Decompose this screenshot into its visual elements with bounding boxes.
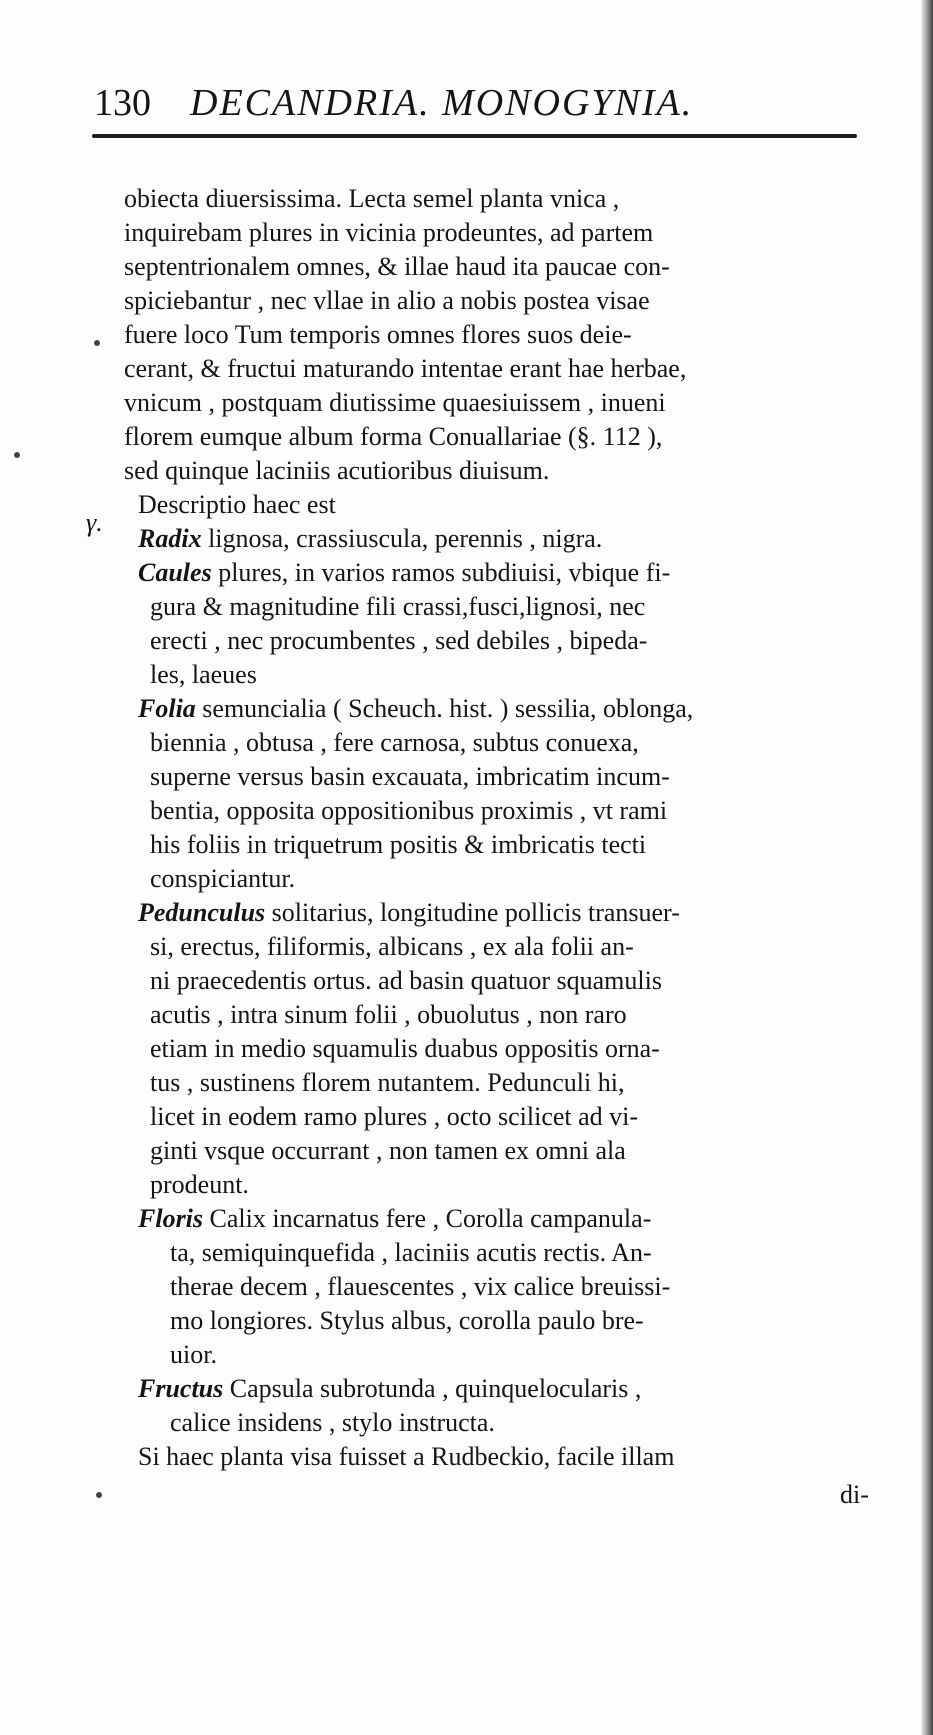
closing-line: Si haec planta visa fuisset a Rudbeckio, facile illam	[138, 1442, 675, 1471]
text-line: lignosa, crassiuscula, perennis , nigra.	[208, 524, 603, 553]
text-line: calice insidens , stylo instructa.	[170, 1408, 495, 1437]
text-line: prodeunt.	[150, 1170, 249, 1199]
text-line: mo longiores. Stylus albus, corolla paulo bre-	[170, 1306, 644, 1335]
text-line: inquirebam plures in vicinia prodeuntes, ad partem	[124, 218, 654, 247]
text-line: ni praecedentis ortus. ad basin quatuor squamulis	[150, 966, 662, 995]
text-line: therae decem , flauescentes , vix calice breuissi-	[170, 1272, 671, 1301]
entry-term: Pedunculus	[138, 898, 266, 927]
description-heading: Descriptio haec est	[138, 490, 336, 519]
entry-term: Folia	[138, 694, 196, 723]
text-line: his foliis in triquetrum positis & imbricatis tecti	[150, 830, 647, 859]
text-line: sed quinque laciniis acutioribus diuisum.	[124, 456, 550, 485]
text-line: superne versus basin excauata, imbricatim incum-	[150, 762, 670, 791]
entry-floris	[124, 1202, 884, 1372]
entry-term: Radix	[138, 524, 202, 553]
text-line: erecti , nec procumbentes , sed debiles , bipeda-	[150, 626, 648, 655]
text-line: fuere loco Tum temporis omnes flores suos deie-	[124, 320, 632, 349]
entry-term: Caules	[138, 558, 212, 587]
text-line: acutis , intra sinum folii , obuolutus , non raro	[150, 1000, 627, 1029]
margin-speck	[14, 452, 20, 458]
entry-caules	[124, 556, 884, 692]
text-line: uior.	[170, 1340, 217, 1369]
text-line: etiam in medio squamulis duabus oppositis orna-	[150, 1034, 660, 1063]
text-line: ta, semiquinquefida , laciniis acutis rectis. An-	[170, 1238, 652, 1267]
text-line: conspiciantur.	[150, 864, 296, 893]
text-line: florem eumque album forma Conuallariae (§. 112 ),	[124, 422, 663, 451]
text-line: biennia , obtusa , fere carnosa, subtus conuexa,	[150, 728, 639, 757]
catchword: di-	[840, 1480, 869, 1509]
entry-folia	[124, 692, 884, 896]
text-line: bentia, opposita oppositionibus proximis , vt rami	[150, 796, 668, 825]
text-line: plures, in varios ramos subdiuisi, vbique fi-	[218, 558, 671, 587]
text-line: septentrionalem omnes, & illae haud ita paucae con-	[124, 252, 670, 281]
entry-pedunculus	[124, 896, 884, 1202]
text-line: Calix incarnatus fere , Corolla campanula-	[209, 1204, 652, 1233]
page-header	[94, 78, 854, 128]
margin-speck	[94, 340, 100, 346]
entry-radix	[124, 522, 884, 556]
book-spine-shadow	[921, 0, 933, 1735]
text-line: licet in eodem ramo plures , octo scilicet ad vi-	[150, 1102, 639, 1131]
section-marker: γ.	[86, 508, 103, 537]
text-line: spiciebantur , nec vllae in alio a nobis postea visae	[124, 286, 650, 315]
page-number: 130	[94, 82, 151, 124]
body-text	[124, 182, 884, 1474]
text-line: vnicum , postquam diutissime quaesiuissem , inueni	[124, 388, 666, 417]
text-line: obiecta diuersissima. Lecta semel planta vnica ,	[124, 184, 620, 213]
text-line: si, erectus, filiformis, albicans , ex ala folii an-	[150, 932, 634, 961]
intro-paragraph	[124, 182, 884, 488]
entry-term: Floris	[138, 1204, 204, 1233]
text-line: semuncialia ( Scheuch. hist. ) sessilia, oblonga,	[202, 694, 694, 723]
margin-speck	[96, 1492, 102, 1498]
header-rule	[92, 134, 857, 138]
entry-fructus	[124, 1372, 884, 1440]
text-line: les, laeues	[150, 660, 257, 689]
text-line: solitarius, longitudine pollicis transuer-	[271, 898, 680, 927]
text-line: Capsula subrotunda , quinquelocularis ,	[229, 1374, 642, 1403]
entry-term: Fructus	[138, 1374, 224, 1403]
text-line: cerant, & fructui maturando intentae erant hae herbae,	[124, 354, 687, 383]
running-head: DECANDRIA. MONOGYNIA.	[190, 82, 694, 124]
text-line: ginti vsque occurrant , non tamen ex omni ala	[150, 1136, 626, 1165]
text-line: gura & magnitudine fili crassi,fusci,lignosi, nec	[150, 592, 646, 621]
text-line: tus , sustinens florem nutantem. Pedunculi hi,	[150, 1068, 625, 1097]
